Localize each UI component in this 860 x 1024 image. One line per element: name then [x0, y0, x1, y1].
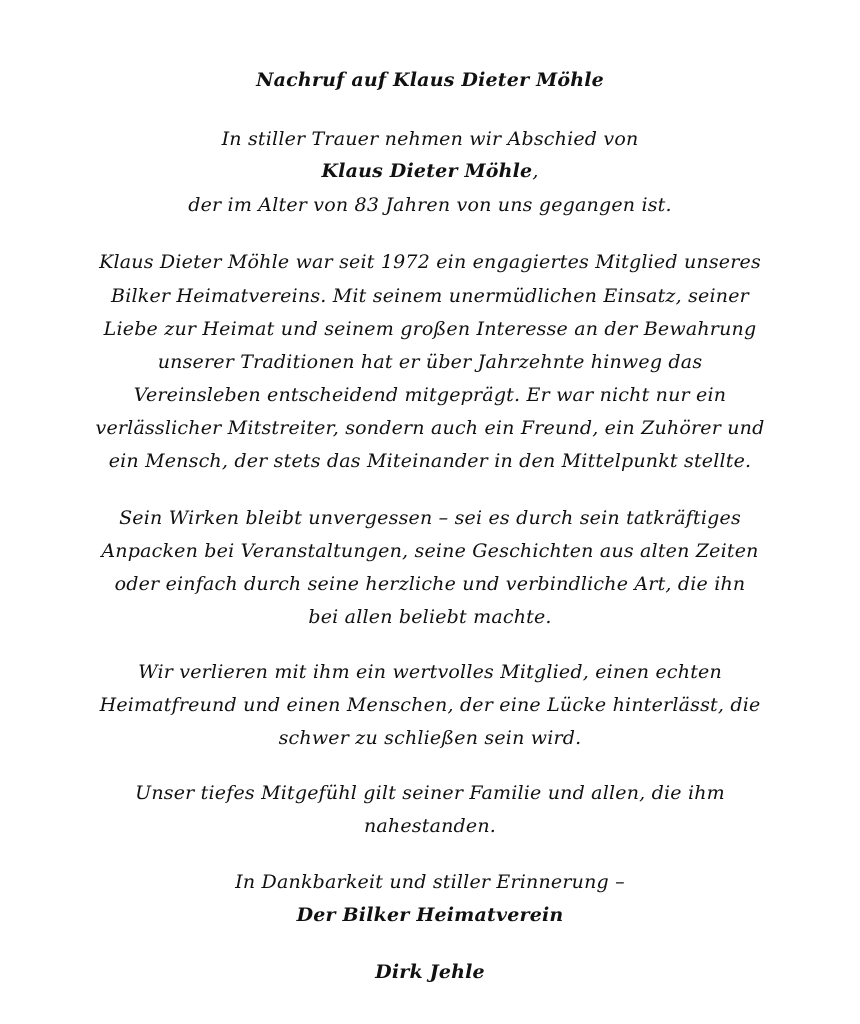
- paragraph-4-line-1: Unser tiefes Mitgefühl gilt seiner Familie und allen, die ihm: [135, 782, 725, 804]
- obituary-title: Nachruf auf Klaus Dieter Möhle: [256, 69, 604, 91]
- paragraph-2-line-3: oder einfach durch seine herzliche und verbindliche Art, die ihn: [114, 573, 746, 595]
- paragraph-1-line-7: ein Mensch, der stets das Miteinander in den Mittelpunkt stellte.: [108, 450, 752, 472]
- closing-line: In Dankbarkeit und stiller Erinnerung –: [235, 871, 625, 893]
- deceased-name: Klaus Dieter Möhle: [321, 160, 533, 182]
- paragraph-1-line-1: Klaus Dieter Möhle war seit 1972 ein engagiertes Mitglied unseres: [99, 251, 761, 273]
- paragraph-2-line-2: Anpacken bei Veranstaltungen, seine Geschichten aus alten Zeiten: [101, 540, 759, 562]
- paragraph-3-line-1: Wir verlieren mit ihm ein wertvolles Mitglied, einen echten: [138, 661, 722, 683]
- intro-line-1: In stiller Trauer nehmen wir Abschied von: [221, 128, 639, 150]
- paragraph-1-line-3: Liebe zur Heimat und seinem großen Interesse an der Bewahrung: [103, 318, 757, 340]
- intro-name-line: [0, 159, 860, 183]
- paragraph-1-line-4: unserer Traditionen hat er über Jahrzehnte hinweg das: [157, 351, 703, 373]
- signature: Dirk Jehle: [375, 961, 485, 983]
- paragraph-2-line-1: Sein Wirken bleibt unvergessen – sei es durch sein tatkräftiges: [119, 507, 741, 529]
- paragraph-4-line-2: nahestanden.: [363, 815, 497, 837]
- paragraph-1-line-5: Vereinsleben entscheidend mitgeprägt. Er war nicht nur ein: [133, 384, 727, 406]
- paragraph-1-line-2: Bilker Heimatvereins. Mit seinem unermüdlichen Einsatz, seiner: [111, 285, 749, 307]
- paragraph-2-line-4: bei allen beliebt machte.: [308, 606, 552, 628]
- organization-name: Der Bilker Heimatverein: [296, 904, 564, 926]
- paragraph-3-line-3: schwer zu schließen sein wird.: [278, 727, 582, 749]
- intro-line-3: der im Alter von 83 Jahren von uns gegangen ist.: [188, 194, 672, 216]
- paragraph-3-line-2: Heimatfreund und einen Menschen, der eine Lücke hinterlässt, die: [99, 694, 761, 716]
- intro-name-suffix: ,: [532, 160, 539, 182]
- paragraph-1-line-6: verlässlicher Mitstreiter, sondern auch ein Freund, ein Zuhörer und: [95, 417, 765, 439]
